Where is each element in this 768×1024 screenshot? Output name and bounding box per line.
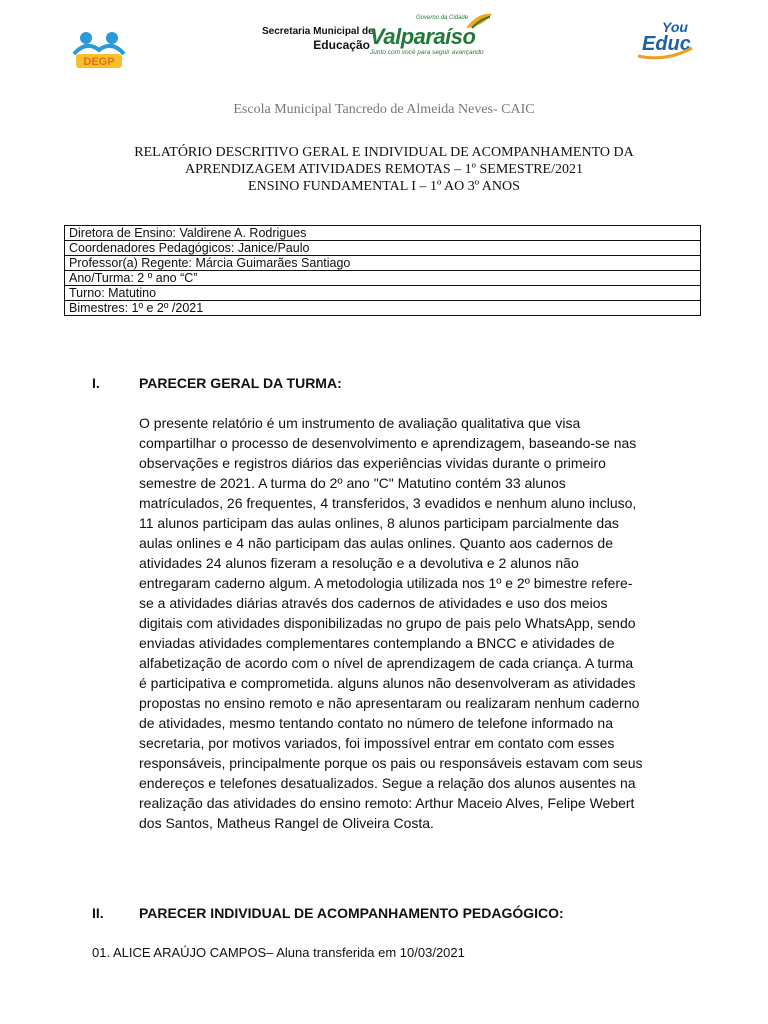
paragraph-line: realização das atividades do ensino remoto: Arthur Maceio Alves, Felipe Webert: [139, 795, 635, 811]
table-row: [65, 271, 701, 286]
section2-heading: PARECER INDIVIDUAL DE ACOMPANHAMENTO PEDAGÓGICO:: [139, 905, 564, 921]
title-line: RELATÓRIO DESCRITIVO GERAL E INDIVIDUAL DE ACOMPANHAMENTO DA: [134, 145, 634, 160]
city-tagline: Junto com você para seguir avançando: [370, 49, 484, 56]
table-row: [65, 301, 701, 316]
info-cell-director: Diretora de Ensino: Valdirene A. Rodrigues: [65, 226, 701, 241]
info-cell-teacher: Professor(a) Regente: Márcia Guimarães Santiago: [65, 256, 701, 271]
paragraph-line: enviadas atividades complementares contemplando a BNCC e atividades de: [139, 635, 615, 651]
paragraph-line: semestre de 2021. A turma do 2º ano "C" Matutino contém 33 alunos: [139, 475, 566, 491]
city-name: Valparaíso: [370, 24, 476, 49]
paragraph-line: responsáveis, principalmente porque os pais ou responsáveis estavam com seus: [139, 755, 643, 771]
section2-number: II.: [92, 905, 104, 921]
paragraph-line: compartilhar o processo de desenvolvimento e aprendizagem, baseando-se nas: [139, 435, 637, 451]
paragraph-line: matrículados, 26 frequentes, 4 transferidos, 3 evadidos e nenhum aluno incluso,: [139, 495, 637, 511]
report-title: [60, 144, 708, 195]
youeduc-line2: Educ: [642, 33, 691, 55]
info-cell-shift: Turno: Matutino: [65, 286, 701, 301]
paragraph-line: se a atividades diárias através dos cadernos de atividades e uso dos meios: [139, 595, 608, 611]
paragraph-line: digitais com atividades disponibilizadas no grupo de pais pelo WhatsApp, sendo: [139, 615, 636, 631]
secretaria-label: [262, 26, 374, 53]
table-row: [65, 226, 701, 241]
degp-logo: [70, 24, 128, 72]
youeduc-logo: [632, 18, 700, 60]
secretaria-line2: Educação: [313, 38, 370, 52]
paragraph-line: propostas no ensino remoto e não apresentaram ou realizaram nenhum caderno: [139, 695, 640, 711]
paragraph-line: endereços e telefones desatualizados. Segue a relação dos alunos ausentes na: [139, 775, 636, 791]
paragraph-line: secretaria, por motivos variados, foi impossível entrar em contato com esses: [139, 735, 615, 751]
paragraph-line: de atividades, mesmo tentando contato no número de telefone informado na: [139, 715, 613, 731]
degp-logo-text: DEGP: [83, 56, 115, 68]
info-cell-class: Ano/Turma: 2 º ano “C”: [65, 271, 701, 286]
paragraph-line: é participativa e comprometida. alguns alunos não desenvolveram as atividades: [139, 675, 636, 691]
valparaiso-logo: [368, 12, 508, 58]
section1-heading: PARECER GERAL DA TURMA:: [139, 375, 342, 391]
paragraph-line: entregaram caderno algum. A metodologia utilizada nos 1º e 2º bimestre refere-: [139, 575, 633, 591]
youeduc-line1: You: [662, 19, 688, 35]
info-table: [64, 225, 701, 316]
section1-number: I.: [92, 375, 100, 391]
secretaria-line1: Secretaria Municipal de: [262, 26, 374, 37]
paragraph-line: dos Santos, Matheus Rangel de Oliveira Costa.: [139, 815, 434, 831]
section1-paragraph: [139, 413, 699, 833]
title-line: ENSINO FUNDAMENTAL I – 1º AO 3º ANOS: [248, 179, 520, 194]
table-row: [65, 241, 701, 256]
table-row: [65, 286, 701, 301]
paragraph-line: observações e registros diários das experiências vividas durante o primeiro: [139, 455, 606, 471]
paragraph-line: 11 alunos participam das aulas onlines, 8 alunos participam parcialmente das: [139, 515, 619, 531]
paragraph-line: aulas onlines e 4 não participam das aulas onlines. Quanto aos cadernos de: [139, 535, 613, 551]
student-entry: 01. ALICE ARAÚJO CAMPOS– Aluna transferida em 10/03/2021: [92, 945, 465, 960]
table-row: [65, 256, 701, 271]
title-line: APRENDIZAGEM ATIVIDADES REMOTAS – 1º SEMESTRE/2021: [185, 162, 583, 177]
school-name: Escola Municipal Tancredo de Almeida Neves- CAIC: [233, 102, 535, 117]
info-cell-coordinators: Coordenadores Pedagógicos: Janice/Paulo: [65, 241, 701, 256]
info-cell-bimesters: Bimestres: 1º e 2º /2021: [65, 301, 701, 316]
city-government-label: Governo da Cidade: [416, 15, 469, 21]
paragraph-line: atividades 24 alunos fizeram a resolução e a devolutiva e 2 alunos não: [139, 555, 579, 571]
paragraph-line: alfabetização de acordo com o nível de aprendizagem de cada criança. A turma: [139, 655, 634, 671]
paragraph-line: O presente relatório é um instrumento de avaliação qualitativa que visa: [139, 415, 581, 431]
